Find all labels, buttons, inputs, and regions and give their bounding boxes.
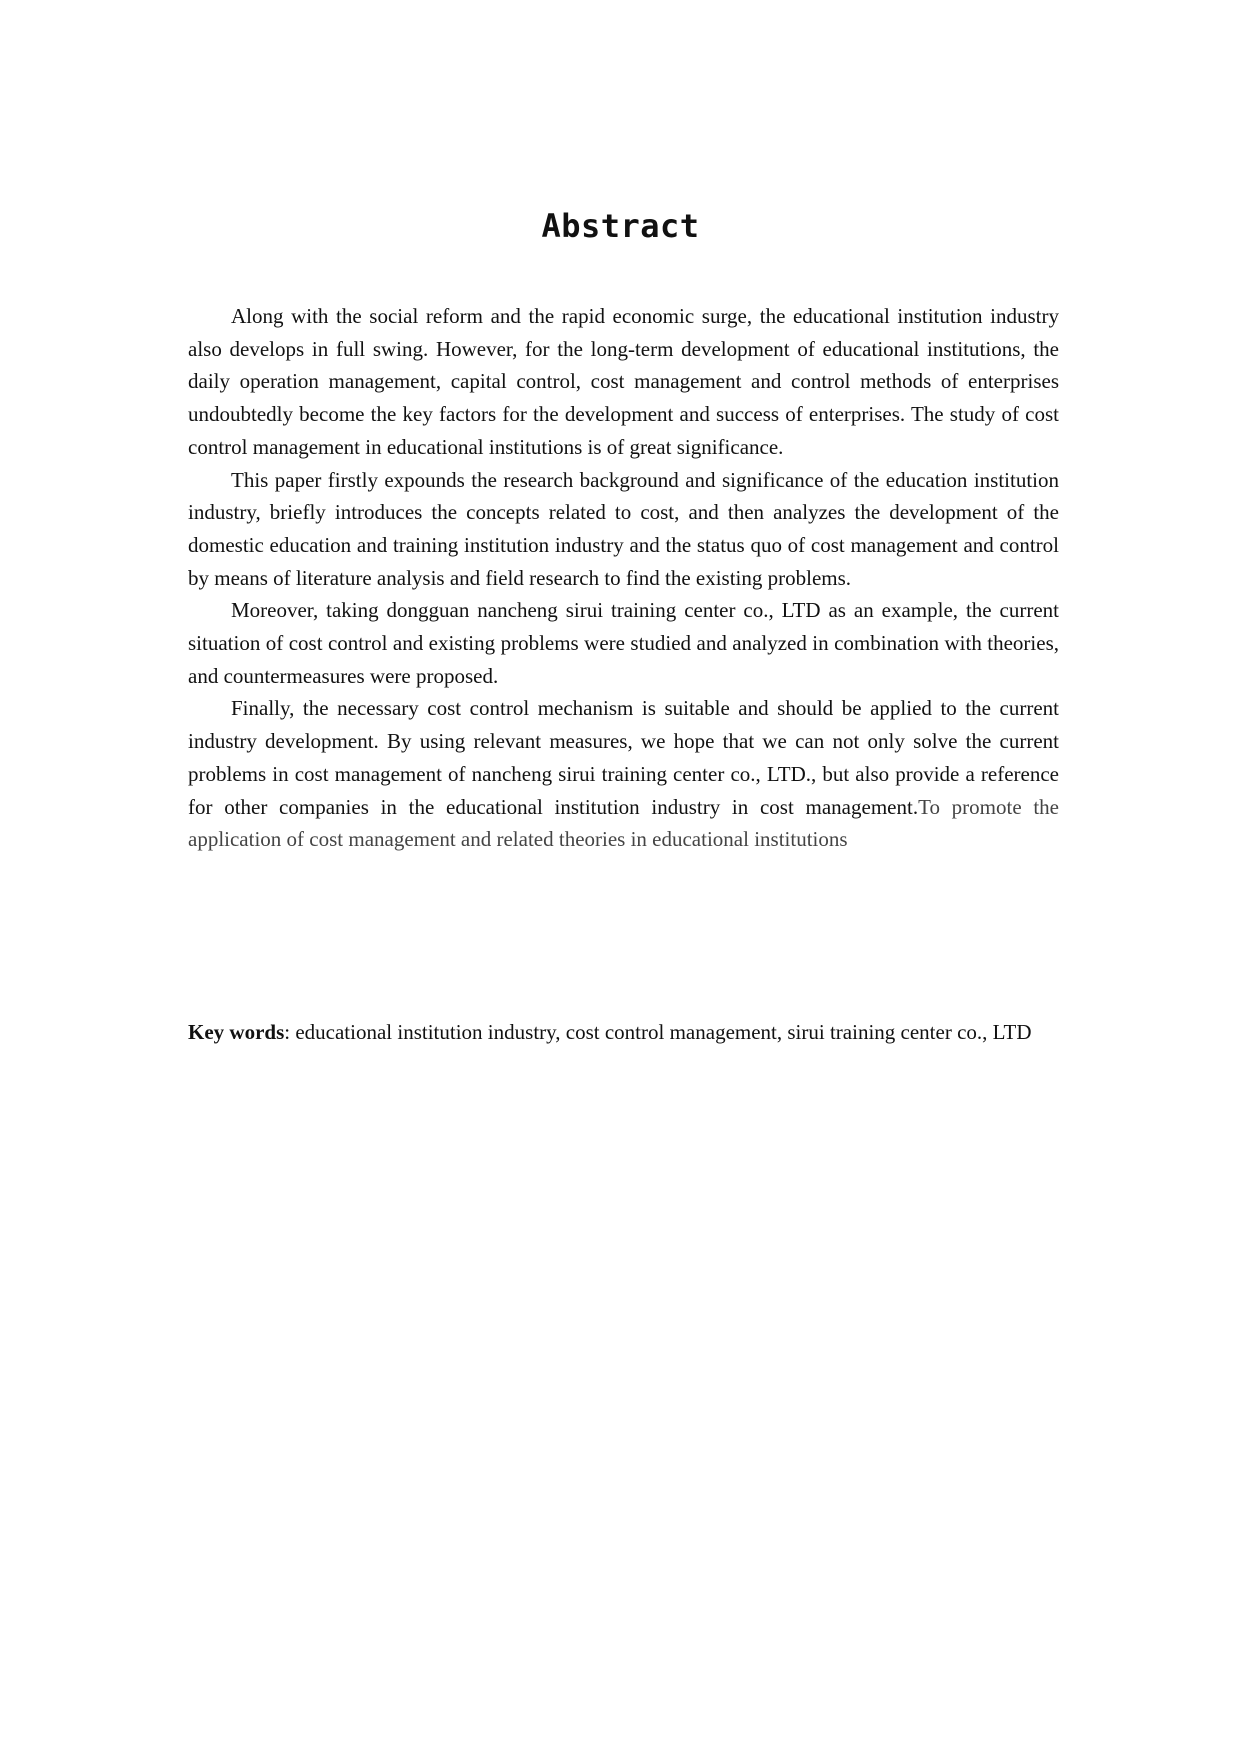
abstract-body: [188, 300, 1059, 856]
keywords-separator: :: [284, 1020, 296, 1044]
abstract-paragraph-3: Moreover, taking dongguan nancheng sirui training center co., LTD as an example, the current situation of cost control and existing problems were studied and analyzed in combination with theories, and countermeasures were proposed.: [188, 598, 1059, 688]
keywords-label: Key words: [188, 1020, 285, 1044]
abstract-paragraph-4: [188, 692, 1059, 856]
keywords-text: educational institution industry, cost control management, sirui training center co., LTD: [295, 1020, 1032, 1044]
abstract-paragraph-1: Along with the social reform and the rapid economic surge, the educational institution industry also develops in full swing. However, for the long-term development of educational institutions, the daily operation management, capital control, cost management and control methods of enterprises undoubtedly become the key factors for the development and success of enterprises. The study of cost control management in educational institutions is of great significance.: [188, 304, 1059, 459]
keywords-line: [188, 1016, 1059, 1049]
abstract-paragraph-4-main: Finally, the necessary cost control mechanism is suitable and should be applied to the current industry development. By using relevant measures, we hope that we can not only solve the current problems in cost management of nancheng sirui training center co., LTD., but also provide a reference for other companies in the educational institution industry in cost management.: [188, 696, 1059, 819]
abstract-paragraph-2: This paper firstly expounds the research background and significance of the education institution industry, briefly introduces the concepts related to cost, and then analyzes the development of the domestic education and training institution industry and the status quo of cost management and control by means of literature analysis and field research to find the existing problems.: [188, 467, 1059, 590]
abstract-paragraph-4-tail: To promote the application of cost management and related theories in educational institutions: [188, 794, 1060, 852]
page-title: Abstract: [541, 207, 700, 245]
